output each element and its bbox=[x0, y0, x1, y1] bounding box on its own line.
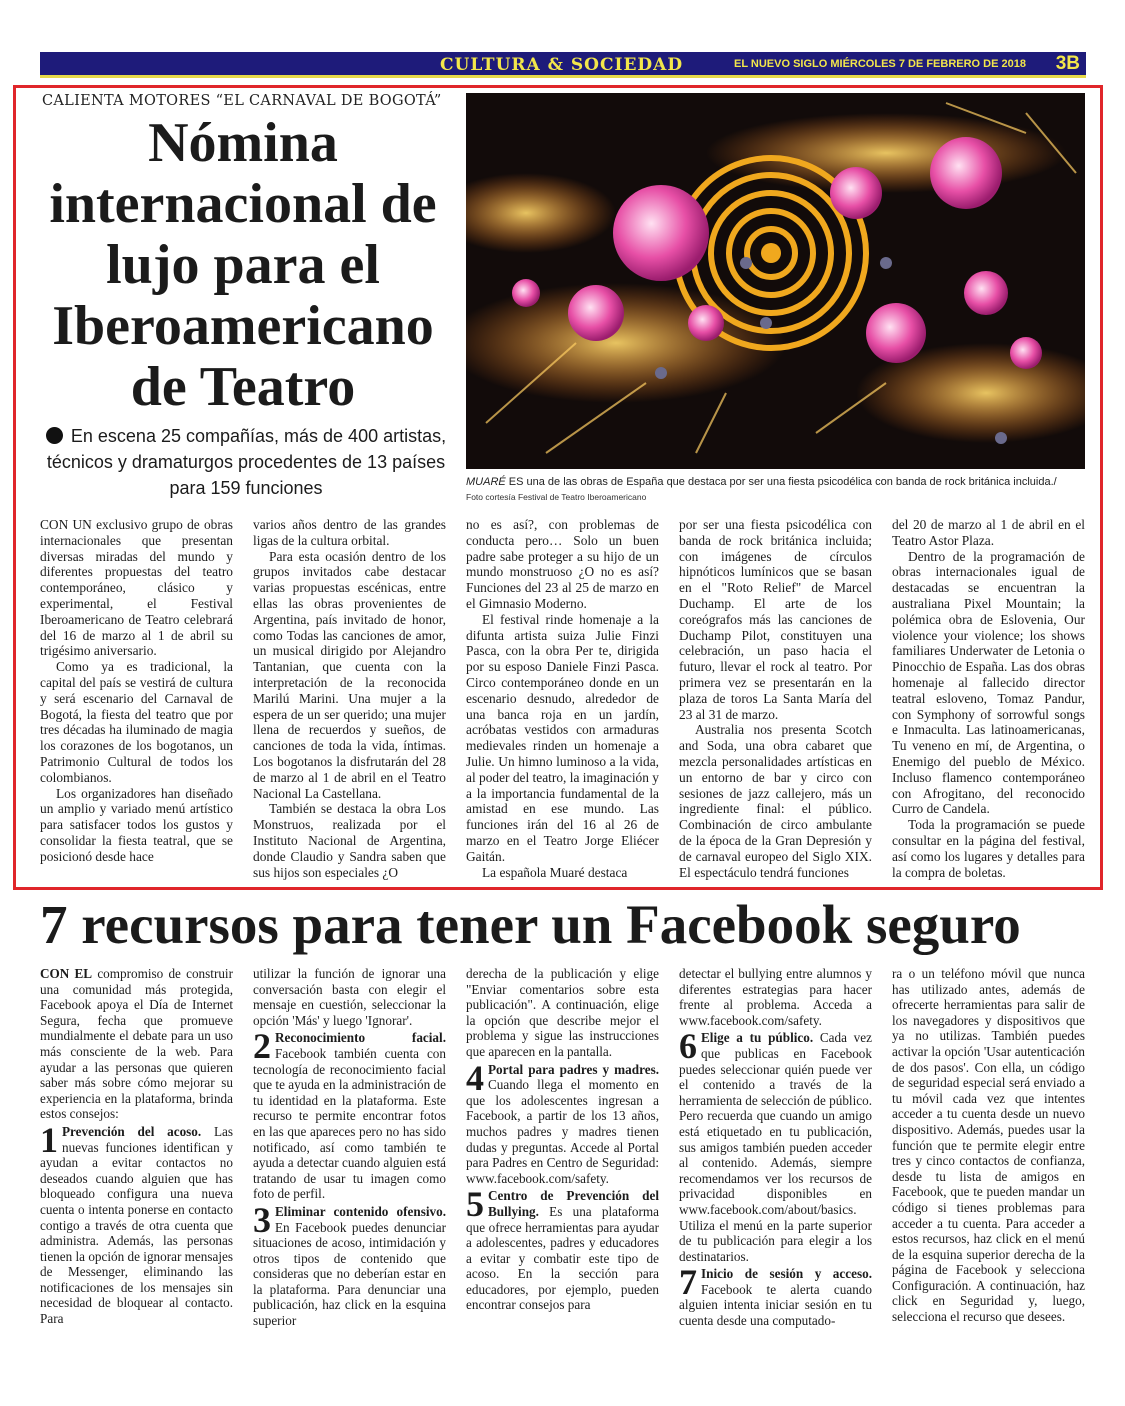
article2-column-1 bbox=[40, 966, 233, 1327]
paragraph: CON UN exclusivo grupo de obras internacionales que presentan diversas miradas del mundo y diferentes propuestas del teatro contemporáneo, clásico y experimental, el Festival Iberoamericano de Teatro celebrará del 16 de marzo al 1 de abril su trigésimo aniversario. bbox=[40, 517, 233, 659]
tip-4 bbox=[466, 1057, 659, 1187]
caption-text: ES una de las obras de España que destaca por ser una fiesta psicodélica con banda de rock británica incluida./ bbox=[505, 476, 1057, 488]
paragraph: derecha de la publicación y elige "Enviar comentarios sobre esta publicación". A continuación, elige la opción que describe mejor el problema y sigue las instrucciones que aparecen en la pantalla. bbox=[466, 966, 659, 1059]
paragraph: por ser una fiesta psicodélica con banda de rock británica incluida; con imágenes de círculos hipnóticos lumínicos que se basan en el "Roto Relief" de Marcel Duchamp. El arte de los coreógrafos más las canciones de Duchamp Pilot, constituyen una celebración, un paso hacia el futuro, llevar el rock al teatro. Por primera vez se presentarán en la plaza de toros La Santa María del 23 al 31 de marzo. bbox=[679, 517, 872, 722]
paragraph: Australia nos presenta Scotch and Soda, una obra cabaret que mezcla personalidades artísticas en un entorno de bar y circo con sesiones de jazz callejero, más un ingrediente final: el público. Combinación de circo ambulante de la época de la Gran Depresión y de carnaval europeo del Siglo XIX. El espectáculo tendrá funciones bbox=[679, 722, 872, 880]
tip-title: Reconocimiento facial. bbox=[275, 1030, 446, 1046]
tip-3 bbox=[253, 1199, 446, 1329]
tip-text: Facebook te alerta cuando alguien intenta iniciar sesión en tu cuenta desde una computado- bbox=[679, 1281, 872, 1329]
lead-caps: CON EL bbox=[40, 966, 93, 981]
paragraph: El festival rinde homenaje a la difunta artista suiza Julie Finzi Pasca, con la obra Per te, dirigida por su esposo Daniele Finzi Pasca. Circo contemporáneo donde en un escenario desnudo, alrededor de una banca roja en un jardín, acróbatas vestidos con armaduras medievales rinden un homenaje a Julie. Un himno luminoso a la vida, al poder del teatro, la imaginación y a la importancia fundamental de la amistad en ese mundo. Las funciones irán del 16 al 26 de marzo en el Teatro Jorge Eliécer Gaitán. bbox=[466, 611, 659, 864]
tip-number: 7 bbox=[679, 1262, 697, 1303]
tip-text: Es una plataforma que ofrece herramientas para ayudar a adolescentes, padres y educadores a evitar y combatir este tipo de acoso. En la sección para educadores, por ejemplo, pueden encontrar consejos para bbox=[466, 1203, 659, 1313]
section-title: CULTURA & SOCIEDAD bbox=[440, 55, 684, 75]
photo-credit: Foto cortesía Festival de Teatro Iberoamericano bbox=[466, 492, 647, 502]
tip-number: 3 bbox=[253, 1199, 271, 1240]
tip-title: Centro de Prevención del Bullying. bbox=[488, 1188, 659, 1219]
paragraph: utilizar la función de ignorar una conversación basta con elegir el mensaje en cuestión, seleccionar la opción 'Más' y luego 'Ignorar'. bbox=[253, 966, 446, 1028]
paragraph: Para esta ocasión dentro de los grupos invitados cabe destacar varias propuestas escénicas, entre ellas las obras provenientes de Argentina, país invitado de honor, como Todas las canciones de amor, un musical dirigido por Alejandro Tantanian, que cuenta con la interpretación de la reconocida Marilú Marini. Una mujer a la espera de un ser querido; una mujer llena de recuerdos y sueños, de canciones de toda la vida, íntimas. Los bogotanos la disfrutarán del 28 de marzo al 1 de abril en el Teatro Nacional La Castellana. bbox=[253, 548, 446, 801]
tip-7 bbox=[679, 1262, 872, 1329]
paragraph: Dentro de la programación de obras internacionales igual de destacadas se encuentran la australiana Pixel Mountain; la polémica obra de Eslovenia, Our violence your violence; los shows familiares Underwater de Letonia o Pinocchio de España. Las dos obras homenaje al fallecido director teatral esloveno, Tomaz Pandur, con Symphony of sorrowful songs e Inmaculta. Las latinoamericanas, Tu veneno en mí, de Argentina, o Enemigo del pueblo de México. Incluso flamenco contemporáneo con Afrogitano, del reconocido Curro de Candela. bbox=[892, 548, 1085, 817]
article1-column-2 bbox=[253, 517, 446, 880]
article1-column-3 bbox=[466, 517, 659, 880]
paragraph: del 20 de marzo al 1 de abril en el Teatro Astor Plaza. bbox=[892, 517, 1085, 548]
tip-1 bbox=[40, 1119, 233, 1327]
tip-6 bbox=[679, 1026, 872, 1264]
intro-text: compromiso de construir una comunidad más protegida, Facebook apoya el Día de Internet Segura, fecha que promueve mundialmente el debate para un uso más consciente de la web. Para ayudar a las personas que quieren saber más sobre cómo mejorar su experiencia en la plataforma, brinda estos consejos: bbox=[40, 966, 233, 1122]
article-subhead bbox=[36, 423, 456, 501]
paragraph: ra o un teléfono móvil que nunca has utilizado antes, además de ofrecerte herramientas para salir de los navegadores y dispositivos que ya no utilizas. También puedes activar la opción 'Usar autenticación de dos pasos'. Con ella, un código de seguridad especial será enviado a tu móvil cada vez que intentes acceder a tu cuenta desde un nuevo dispositivo. Además, puedes usar la función que te permite elegir entre tres y cinco contactos de confianza, desde tu lista de amigos en Facebook, que te pueden mandar un código si tienes problemas para acceder a tu cuenta. Para acceder a estos recursos, haz click en el menú de la esquina superior derecha de la página de Facebook y selecciona Configuración. A continuación, haz click en Seguridad y, luego, selecciona el recurso que desees. bbox=[892, 966, 1085, 1325]
section-header-bar bbox=[40, 52, 1086, 78]
article2-headline: 7 recursos para tener un Facebook seguro bbox=[40, 894, 1021, 955]
tip-number: 2 bbox=[253, 1026, 271, 1067]
tip-2 bbox=[253, 1026, 446, 1202]
tip-title: Elige a tu público. bbox=[701, 1030, 814, 1046]
tip-text: Las nuevas funciones identifican y ayudan a evitar contactos no deseados cuando alguien que has bloqueado configura una nueva cuenta o intenta ponerse en contacto contigo a través de otra cuenta que administra. Además, las personas tienen la opción de ignorar mensajes de Messenger, eliminando las notificaciones de los mensajes sin necesidad de bloquear al contacto. Para bbox=[40, 1123, 233, 1327]
photo-caption bbox=[466, 476, 1085, 502]
article2-column-3 bbox=[466, 966, 659, 1313]
tip-number: 1 bbox=[40, 1119, 58, 1160]
tip-title: Eliminar contenido ofensivo. bbox=[275, 1203, 446, 1219]
article2-column-2 bbox=[253, 966, 446, 1329]
subhead-text: En escena 25 compañías, más de 400 artistas, técnicos y dramaturgos procedentes de 13 países para 159 funciones bbox=[46, 426, 447, 498]
paragraph: Como ya es tradicional, la capital del país se vestirá de cultura y será escenario del Carnaval de Bogotá, la fiesta del teatro que por tres décadas ha iluminado de magia los corazones de los bogotanos, un Patrimonio Cultural de todos los colombianos. bbox=[40, 659, 233, 785]
paragraph: La española Muaré destaca bbox=[482, 864, 628, 880]
tip-number: 6 bbox=[679, 1026, 697, 1067]
tip-number: 4 bbox=[466, 1057, 484, 1098]
tip-number: 5 bbox=[466, 1184, 484, 1225]
tip-text: En Facebook puedes denunciar situaciones de acoso, intimidación y otros tipos de contenido que consideras que no deberían estar en la plataforma. Para denunciar una publicación, haz click en la esquina superior bbox=[253, 1219, 446, 1329]
tip-5 bbox=[466, 1184, 659, 1313]
article-kicker: CALIENTA MOTORES “EL CARNAVAL DE BOGOTÁ” bbox=[42, 93, 442, 109]
paragraph: Toda la programación se puede consultar en la página del festival, así como los lugares y detalles para la compra de boletas. bbox=[892, 817, 1085, 880]
article2-column-5 bbox=[892, 966, 1085, 1325]
tip-text: Facebook también cuenta con tecnología de reconocimiento facial que te ayuda en la administración de tu identidad en la plataforma. Este recurso te permite encontrar fotos en las que apareces pero no has sido notificado, así como también te ayuda a detectar cuando alguien está tratando de usar tu imagen como foto de perfil. bbox=[253, 1045, 446, 1202]
tip-text: Cada vez que publicas en Facebook puedes seleccionar quién puede ver el contenido a través de la herramienta de selección de público. Pero recuerda que cuando un amigo está etiquetado en tu publicación, sus amigos también pueden acceder al contenido. Además, siempre recomendamos ver los recursos de privacidad disponibles en www.facebook.com/about/basics. Utiliza el menú en la parte superior de tu publicación para elegir a los destinatarios. bbox=[679, 1030, 872, 1264]
article-headline: Nómina internacional de lujo para el Iberoamericano de Teatro bbox=[49, 112, 437, 418]
tip-title: Prevención del acoso. bbox=[62, 1123, 202, 1139]
bullet-icon bbox=[46, 427, 63, 444]
tip-text: Cuando llega el momento en que los adolescentes ingresan a Facebook, a partir de los 13 años, muchos padres y madres tienen dudas y preguntas. Accede al Portal para Padres en Centro de Seguridad: www.facebook.com/safety. bbox=[466, 1077, 659, 1186]
article2-column-4 bbox=[679, 966, 872, 1329]
article1-column-5 bbox=[892, 517, 1085, 880]
paragraph: no es así?, con problemas de conducta pero… Solo un buen padre sabe proteger a su hijo de un mundo monstruoso ¿O no es así? Funciones del 23 al 25 de marzo en el Gimnasio Moderno. bbox=[466, 517, 659, 611]
caption-lead: MUARÉ bbox=[466, 476, 506, 488]
article1-column-4 bbox=[679, 517, 872, 880]
paragraph: detectar el bullying entre alumnos y diferentes estrategias para hacer frente al problema. Acceda a www.facebook.com/safety. bbox=[679, 966, 872, 1028]
page-number: 3B bbox=[1055, 53, 1080, 74]
tip-title: Inicio de sesión y acceso. bbox=[701, 1266, 872, 1282]
paragraph bbox=[40, 966, 233, 1122]
article1-column-1 bbox=[40, 517, 233, 865]
paper-date: EL NUEVO SIGLO MIÉRCOLES 7 DE FEBRERO DE 2018 bbox=[734, 58, 1026, 70]
paragraph: También se destaca la obra Los Monstruos, realizada por el Instituto Nacional de Argentina, donde Claudio y Sandra saben que sus hijos son especiales ¿O bbox=[253, 801, 446, 880]
paragraph: Los organizadores han diseñado un amplio y variado menú artístico para satisfacer todos los gustos y consolidar la fiesta teatral, que se posicionó desde hace bbox=[40, 785, 233, 864]
performance-photo bbox=[466, 93, 1085, 469]
tip-title: Portal para padres y madres. bbox=[488, 1061, 659, 1077]
paragraph: varios años dentro de las grandes ligas de la cultura orbital. bbox=[253, 517, 446, 548]
